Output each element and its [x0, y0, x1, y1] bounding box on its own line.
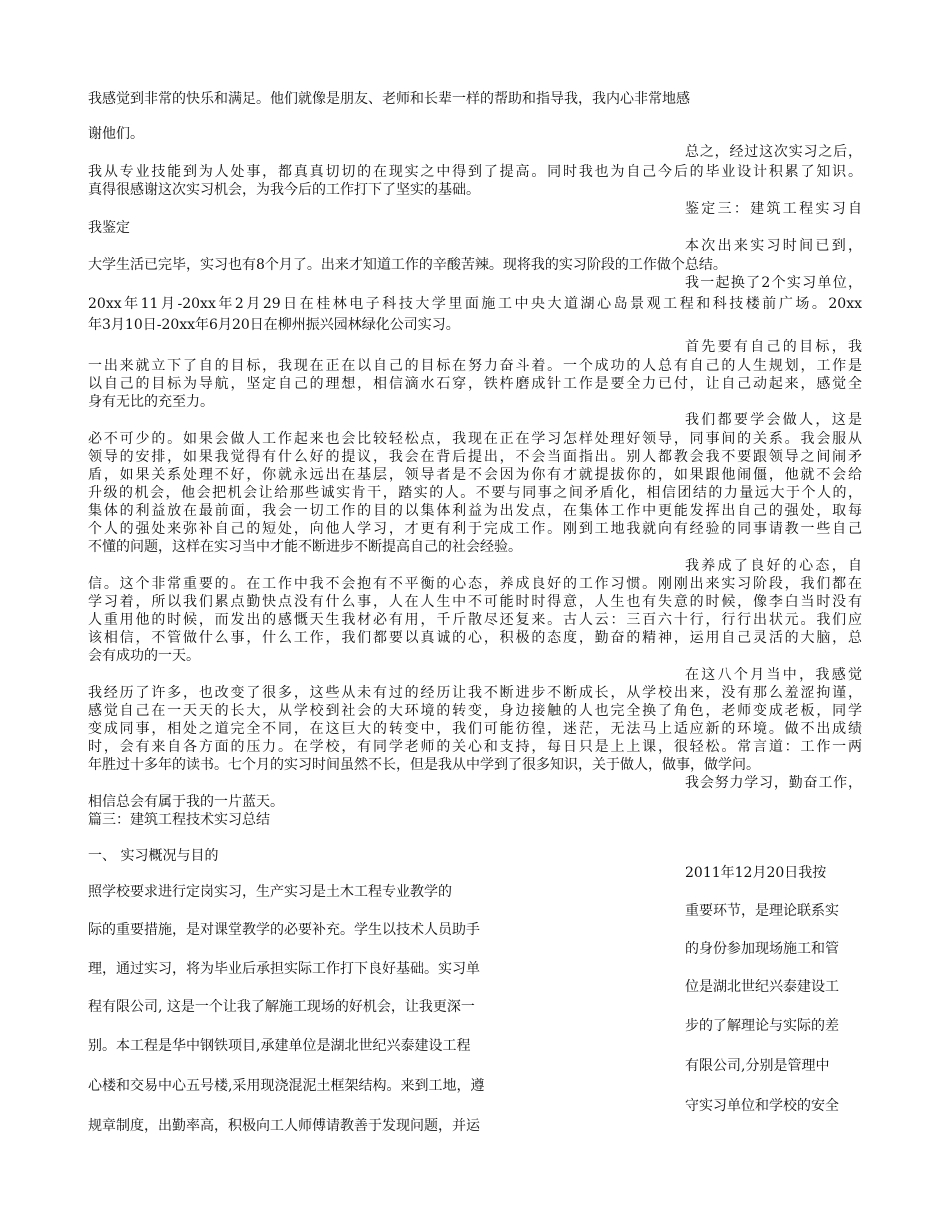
- text-line: 步的了解理论与实际的差: [685, 1018, 839, 1034]
- text-line: 守实习单位和学校的安全: [685, 1098, 839, 1114]
- text-line: 领导的安排，如果我觉得有什么好的提议，我会在背后提出，不会当面指出。别人都教会我不要跟领导之间闹矛: [88, 449, 862, 465]
- text-line: 以自己的目标为导航，坚定自己的理想，相信滴水石穿，铁杵磨成针工作是要全力已付，让自己动起来，感觉全: [88, 376, 862, 392]
- text-line: 感觉自己在一天天的长大，从学校到社会的大环境的转变，身边接触的人也完全换了角色，老师变成老板，同学: [88, 703, 862, 719]
- text-line: 首先要有自己的目标，我: [685, 339, 862, 355]
- text-line: 我经历了许多，也改变了很多，这些从未有过的经历让我不断进步不断成长，从学校出来，没有那么羞涩拘谨，: [88, 685, 862, 701]
- text-line: 年胜过十多年的读书。七个月的实习时间虽然不长，但是我从中学到了很多知识，关于做人，做事，做学问。: [88, 757, 760, 773]
- text-line: 别。本工程是华中钢铁项目,承建单位是湖北世纪兴泰建设工程: [88, 1038, 471, 1054]
- text-line: 重要环节，是理论联系实: [685, 903, 839, 919]
- text-line: 我从专业技能到为人处事，都真真切切的在现实之中得到了提高。同时我也为自己今后的毕业设计积累了知识。: [88, 164, 862, 180]
- text-line: 大学生活已完毕，实习也有8个月了。出来才知道工作的辛酸苦辣。现将我的实习阶段的工作做个总结。: [88, 257, 727, 273]
- text-line: 盾，如果关系处理不好，你就永远出在基层，领导者是不会因为你有才就提拔你的，如果跟他闹僵，他就不会给: [88, 467, 862, 483]
- text-line: 我们都要学会做人，这是: [685, 412, 862, 428]
- text-line: 20xx年11月-20xx年2月29日在桂林电子科技大学里面施工中央大道湖心岛景观工程和科技楼前广场。20xx: [88, 296, 862, 312]
- text-line: 程有限公司, 这是一个让我了解施工现场的好机会，让我更深一: [88, 999, 475, 1015]
- text-line: 照学校要求进行定岗实习，生产实习是土木工程专业教学的: [88, 884, 452, 900]
- text-line: 心楼和交易中心五号楼,采用现浇混泥土框架结构。来到工地，遵: [88, 1078, 485, 1094]
- text-line: 的身份参加现场施工和管: [685, 941, 839, 957]
- text-line: 我一起换了2个实习单位，: [685, 275, 862, 291]
- text-line: 身有无比的充至力。: [88, 394, 214, 410]
- text-line: 必不可少的。如果会做人工作起来也会比较轻松点，我现在正在学习怎样处理好领导，同事间的关系。我会服从: [88, 431, 862, 447]
- text-line: 2011年12月20日我按: [685, 865, 827, 881]
- text-line: 变成同事，相处之道完全不同，在这巨大的转变中，我们可能彷徨，迷茫，无法马上适应新的环境。做不出成绩: [88, 721, 862, 737]
- text-line: 我鉴定: [88, 220, 130, 236]
- text-line: 真得很感谢这次实习机会，为我今后的工作打下了坚实的基础。: [88, 182, 480, 198]
- text-line: 我感觉到非常的快乐和满足。他们就像是朋友、老师和长辈一样的帮助和指导我，我内心非常地感: [88, 91, 690, 107]
- text-line: 一、 实习概况与目的: [88, 848, 219, 864]
- text-line: 位是湖北世纪兴泰建设工: [685, 979, 839, 995]
- text-line: 理，通过实习，将为毕业后承担实际工作打下良好基础。实习单: [88, 961, 480, 977]
- text-line: 该相信，不管做什么事，什么工作，我们都要以真诚的心，积极的态度，勤奋的精神，运用自己灵活的大脑，总: [88, 630, 862, 646]
- text-line: 规章制度，出勤率高，积极向工人师傅请教善于发现问题，并运: [88, 1118, 480, 1134]
- text-line: 总之，经过这次实习之后，: [685, 144, 862, 160]
- text-line: 谢他们。: [88, 126, 144, 142]
- text-line: 会有成功的一天。: [88, 648, 200, 664]
- text-line: 鉴定三：建筑工程实习自: [685, 201, 862, 217]
- text-line: 我会努力学习，勤奋工作，: [685, 775, 862, 791]
- text-line: 学习着，所以我们累点勤快点没有什么事，人在人生中不可能时时得意，人生也有失意的时候，像李白当时没有: [88, 594, 862, 610]
- text-line: 不懂的问题，这样在实习当中才能不断进步不断提高自己的社会经验。: [88, 539, 522, 555]
- text-line: 年3月10日-20xx年6月20日在柳州振兴园林绿化公司实习。: [88, 317, 460, 333]
- text-line: 我养成了良好的心态，自: [685, 558, 862, 574]
- text-line: 人重用他的时候，而发出的感慨天生我材必有用，千斤散尽还复来。古人云：三百六十行，行行出状元。我们应: [88, 612, 862, 628]
- text-line: 相信总会有属于我的一片蓝天。: [88, 794, 284, 810]
- text-line: 篇三：建筑工程技术实习总结: [88, 812, 270, 828]
- text-line: 有限公司,分别是管理中: [685, 1058, 830, 1074]
- text-line: 集体的利益放在最前面，我会一切工作的目的以集体利益为出发点，在集体工作中更能发挥出自己的强处，取每: [88, 503, 862, 519]
- text-line: 在这八个月当中，我感觉: [685, 667, 862, 683]
- text-line: 时，会有来自各方面的压力。在学校，有同学老师的关心和支持，每日只是上上课，很轻松。常言道：工作一两: [88, 739, 862, 755]
- text-line: 信。这个非常重要的。在工作中我不会抱有不平衡的心态，养成良好的工作习惯。刚刚出来实习阶段，我们都在: [88, 576, 862, 592]
- text-line: 本次出来实习时间已到，: [685, 238, 862, 254]
- text-line: 际的重要措施，是对课堂教学的必要补充。学生以技术人员助手: [88, 922, 480, 938]
- text-line: 一出来就立下了自的目标，我现在正在以自己的目标在努力奋斗着。一个成功的人总有自己的人生规划，工作是: [88, 358, 862, 374]
- text-line: 升级的机会，他会把机会让给那些诚实肯干，踏实的人。不要与同事之间矛盾化，相信团结的力量远大于个人的，: [88, 485, 862, 501]
- text-line: 个人的强处来弥补自己的短处，向他人学习，才更有利于完成工作。刚到工地我就向有经验的同事请教一些自己: [88, 521, 862, 537]
